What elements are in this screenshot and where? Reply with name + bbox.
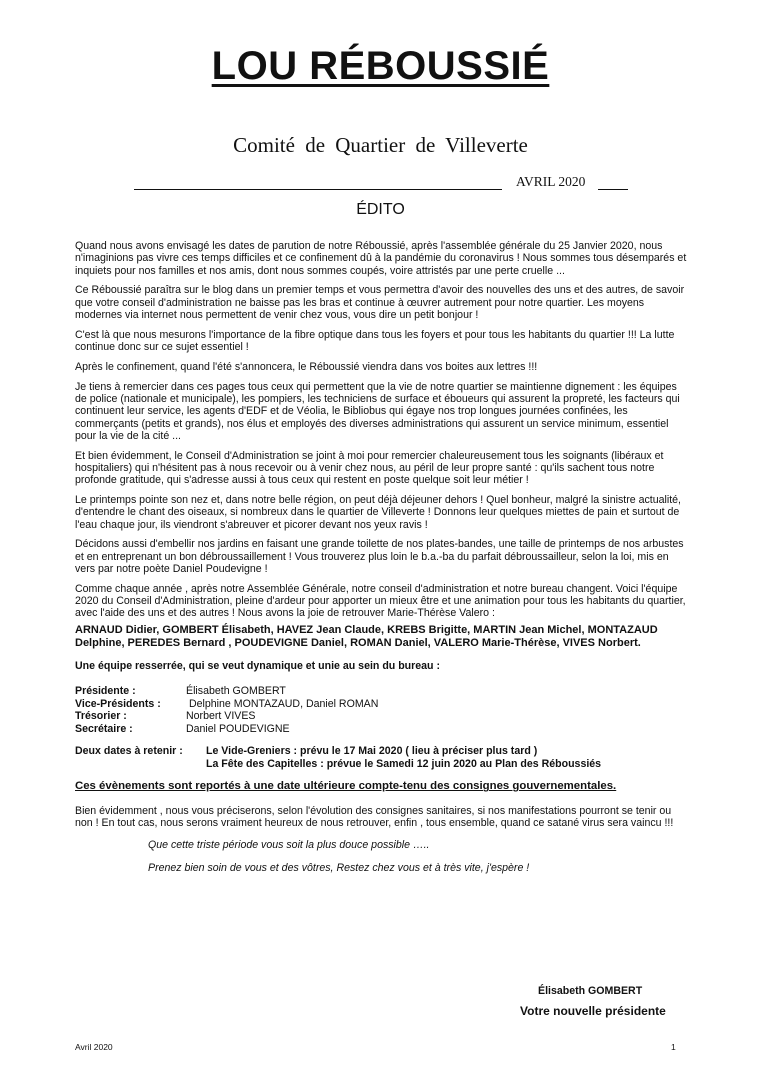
closing-line: Que cette triste période vous soit la plus douce possible ….. <box>148 839 430 852</box>
paragraph: Après le confinement, quand l'été s'annoncera, le Réboussié viendra dans vos boites aux lettres !!! <box>75 360 538 373</box>
paragraph: C'est là que nous mesurons l'importance de la fibre optique dans tous les foyers et pour tous les habitants du quartier !!! La lutte continue donc sur ce sujet essentiel ! <box>75 328 675 354</box>
paragraph: Le printemps pointe son nez et, dans notre belle région, on peut déjà déjeuner dehors ! Quel bonheur, malgré la sinistre actualité, d'entendre le chant des oiseaux, si nombreux dans le quartier de Villeverte ! Donnons leur quelques miettes de pain et surtout de l'eau chaque jour, ils viendront s'abreuver et picorer devant nos yeux ravis ! <box>75 494 681 531</box>
signature-title: Votre nouvelle présidente <box>520 1004 666 1018</box>
event-vide-greniers: Le Vide-Greniers : prévu le 17 Mai 2020 ( lieu à préciser plus tard ) <box>206 745 538 758</box>
bureau-role: Secrétaire : <box>75 722 133 735</box>
bureau-role: Trésorier : <box>75 710 127 723</box>
bureau-row <box>75 685 689 698</box>
dateline-rule-end <box>598 189 628 190</box>
final-paragraph: Bien évidemment , nous vous préciserons, selon l'évolution des consignes sanitaires, si nos manifestations pourront se tenir ou non ! En tout cas, nous serons vraiment heureux de nous retrouver, enfin , tous ensemble, quand ce satané virus sera vaincu !!! <box>75 804 674 830</box>
event-fete-capitelles: La Fête des Capitelles : prévue le Samedi 12 juin 2020 au Plan des Réboussiés <box>206 757 602 770</box>
paragraph: Décidons aussi d'embellir nos jardins en faisant une grande toilette de nos plates-bandes, une taille de printemps de nos arbustes et en entreprenant un bon débroussaillement ! Vous trouverez plus loin le b.a.-ba du parfait débroussailleur, selon la loi, mis en vers par notre poète Daniel Poudevigne ! <box>75 538 684 576</box>
section-heading: ÉDITO <box>356 201 405 218</box>
team-intro: Une équipe resserrée, qui se veut dynamique et unie au sein du bureau : <box>75 660 440 673</box>
bureau-list <box>75 685 689 735</box>
bureau-name: Norbert VIVES <box>186 710 256 723</box>
bureau-role: Vice-Présidents : <box>75 697 161 710</box>
newsletter-title: LOU RÉBOUSSIÉ <box>211 44 550 88</box>
bureau-name: Daniel POUDEVIGNE <box>186 722 290 735</box>
paragraph: Et bien évidemment, le Conseil d'Administration se joint à moi pour remercier chaleureusement tous les soignants (libéraux et hospitaliers) qui n'hésitent pas à nous recevoir ou à venir chez nous, au péril de leur propre santé : qu'ils sachent tous notre profonde gratitude, qui s'adresse aussi à tous ceux qui restent en poste quelque soit leur métier ! <box>75 449 664 487</box>
bureau-row <box>75 710 689 723</box>
board-members-list: ARNAUD Didier, GOMBERT Élisabeth, HAVEZ Jean Claude, KREBS Brigitte, MARTIN Jean Michel, MONTAZAUD Delphine, PEREDES Bernard , POUDEVIGNE Daniel, ROMAN Daniel, VALERO Marie-Thérèse, VIVES Norbert. <box>75 623 658 649</box>
bureau-name: Élisabeth GOMBERT <box>186 685 286 698</box>
signature-name: Élisabeth GOMBERT <box>538 985 643 997</box>
postponement-notice: Ces évènements sont reportés à une date ultérieure compte-tenu des consignes gouvernementales. <box>75 780 617 793</box>
paragraph: Comme chaque année , après notre Assemblée Générale, notre conseil d'administration et notre bureau changent. Voici l'équipe 2020 du Conseil d'Administration, pleine d'ardeur pour apporter un mieux être et une animation pour tous les habitants du quartier, avec l'aide des uns et des autres ! Nous avons la joie de retrouver Marie-Thérèse Valero : <box>75 582 686 620</box>
article-body <box>75 240 689 881</box>
closing-line: Prenez bien soin de vous et des vôtres, Restez chez vous et à très vite, j'espère ! <box>148 861 530 874</box>
issue-month: AVRIL 2020 <box>516 174 586 189</box>
paragraph: Ce Réboussié paraîtra sur le blog dans un premier temps et vous permettra d'avoir des nouvelles des uns et des autres, de savoir que votre conseil d'administration ne baisse pas les bras et continue à œuvrer autrement pour notre quartier. Les moyens modernes via internet nous permettent de venir chez vous, vous dire un petit bonjour ! <box>75 284 685 321</box>
bureau-name: Delphine MONTAZAUD, Daniel ROMAN <box>189 697 379 710</box>
dateline-rule <box>134 189 502 190</box>
key-dates <box>75 745 689 771</box>
page-number: 1 <box>671 1042 676 1052</box>
key-dates-label: Deux dates à retenir : <box>75 745 183 758</box>
committee-subtitle: Comité de Quartier de Villeverte <box>233 133 528 157</box>
bureau-role: Présidente : <box>75 685 136 698</box>
paragraph: Quand nous avons envisagé les dates de parution de notre Réboussié, après l'assemblée générale du 25 Janvier 2020, nous n'imaginions pas vivre ces temps difficiles et ce confinement dû à la pandémie du coronavirus ! Nous sommes tous désemparés et inquiets pour nos familles et nos amis, dont nous sommes coupés, voire attristés par une perte cruelle ... <box>75 240 687 277</box>
bureau-row <box>75 723 689 736</box>
paragraph: Je tiens à remercier dans ces pages tous ceux qui permettent que la vie de notre quartier se maintienne dignement : les équipes de police (nationale et municipale), les pompiers, les techniciens de surface et éboueurs qui assurent la propreté, les facteurs qui continuent leur service, les agents d'EDF et de Véolia, le Bibliobus qui égaye nos trop longues journées confinées, les commerçants (petits et grands), nos élus et employés des diverses administrations qui assurent un service minimum, essentiel pour la vie de la cité ... <box>75 380 680 442</box>
dateline <box>134 174 634 196</box>
footer-date: Avril 2020 <box>75 1042 113 1052</box>
bureau-row <box>75 698 689 711</box>
